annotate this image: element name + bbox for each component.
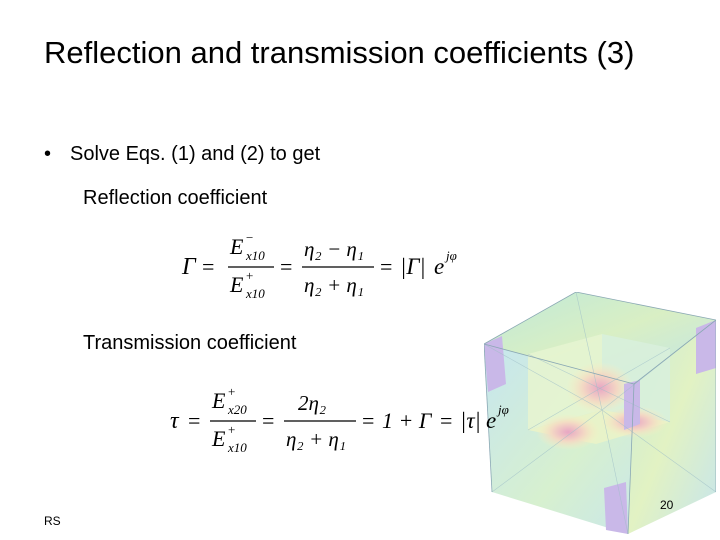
impedance-denominator: η₂ + η₁ (304, 273, 365, 297)
gamma-magnitude: |Γ| (400, 254, 426, 279)
phase-exponent: jφ (446, 248, 457, 263)
denominator-superscript: + (228, 422, 236, 437)
author-initials: RS (44, 514, 61, 528)
numerator-subscript: x10 (246, 248, 265, 263)
denominator-field: E (212, 426, 226, 451)
denominator-field: E (230, 272, 244, 297)
slide-title: Reflection and transmission coefficients (3) (44, 35, 635, 70)
svg-text:=: = (380, 254, 393, 279)
numerator-subscript: x20 (228, 402, 247, 417)
reflection-label: Reflection coefficient (83, 187, 268, 209)
denominator-subscript: x10 (246, 286, 265, 301)
transmission-label: Transmission coefficient (83, 332, 297, 354)
bullet-item (44, 140, 320, 168)
svg-text:=: = (362, 408, 375, 433)
bullet-marker: • (44, 143, 52, 165)
exponential-base: e (486, 408, 497, 433)
svg-text:=: = (440, 408, 453, 433)
svg-text:=: = (202, 254, 215, 279)
tau-magnitude: |τ| (460, 408, 481, 433)
svg-text:=: = (188, 408, 201, 433)
numerator-superscript: − (246, 230, 254, 245)
bullet-text: Solve Eqs. (1) and (2) to get (70, 143, 321, 165)
numerator-field: E (230, 234, 244, 259)
denominator-subscript: x10 (228, 440, 247, 455)
reflection-equation (178, 228, 478, 304)
denominator-superscript: + (246, 268, 254, 283)
one-plus-gamma: 1 + Γ (382, 408, 432, 433)
page-number: 20 (660, 498, 674, 512)
svg-text:=: = (262, 408, 275, 433)
impedance-denominator: η₂ + η₁ (286, 427, 347, 451)
impedance-numerator: 2η₂ (298, 391, 327, 415)
transmission-equation (166, 382, 526, 458)
exponential-base: e (434, 254, 445, 279)
phase-exponent: jφ (498, 402, 509, 417)
impedance-numerator: η₂ − η₁ (304, 237, 365, 261)
numerator-field: E (212, 388, 226, 413)
gamma-symbol: Γ (182, 254, 196, 280)
numerator-superscript: + (228, 384, 236, 399)
svg-text:=: = (280, 254, 293, 279)
tau-symbol: τ (170, 408, 179, 434)
